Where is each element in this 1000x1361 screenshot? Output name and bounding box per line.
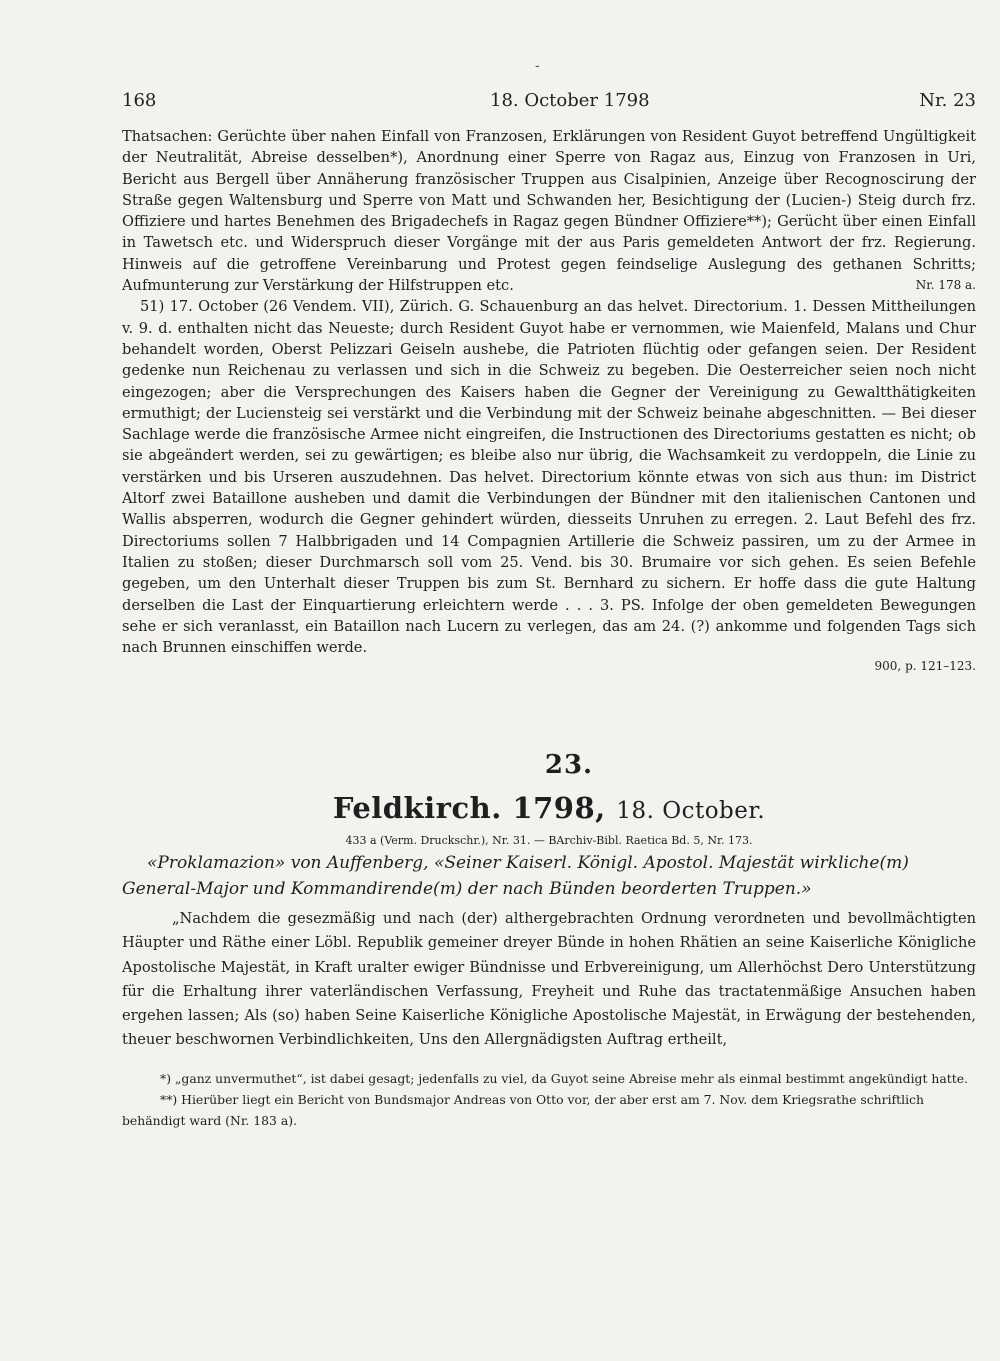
section-source: 433 a (Verm. Druckschr.), Nr. 31. — BArchiv-Bibl. Raetica Bd. 5, Nr. 173. xyxy=(345,834,753,847)
reference-1: Nr. 178 a. xyxy=(915,278,976,293)
top-mark: - xyxy=(535,58,540,74)
section-place: Feldkirch. xyxy=(332,791,502,825)
section-year: 1798, xyxy=(512,791,606,825)
body-paragraph-2 xyxy=(122,296,976,658)
body-text xyxy=(122,126,976,676)
body-paragraph-2-text: 51) 17. October (26 Vendem. VII), Zürich. G. Schauenburg an das helvet. Directorium. 1. Dessen Mittheilungen v. 9. d. enthalten nicht das Neueste; durch Resident Guyot habe er vernommen, wie Maienfeld, Malans und Chur behandelt worden, Oberst Pelizzari Geiseln aushebe, die Patrioten flüchtig oder gefangen seien. Der Resident gedenke nun Reichenau zu verlassen und sich in die Schweiz zu begeben. Die Oesterreicher seien noch nicht eingezogen; aber die Versprechungen des Kaisers haben die Gegner der Vereinigung zu Gewaltthätigkeiten ermuthigt; der Luciensteig sei verstärkt und die Verbindung mit der Schweiz beinahe abgeschnitten. — Bei dieser Sachlage werde die französische Armee nicht eingreifen, die Instructionen des Directoriums gestatten es nicht; ob sie abgeändert werden, sei zu gewärtigen; es bleibe also nur übrig, die Wachsamkeit zu verdoppeln, die Linie zu verstärken und bis Urseren auszudehnen. Das helvet. Directorium könnte etwas von sich aus thun: im District Altorf zwei Bataillone ausheben und damit die Verbindungen der Bündner mit den italienischen Cantonen und Wallis absperren, wodurch die Gegner gehindert würden, diesseits Unruhen zu erregen. 2. Laut Befehl des frz. Directoriums sollen 7 Halbbrigaden und 14 Compagnien Artillerie die Schweiz passiren, um zu der Armee in Italien zu stoßen; dieser Durchmarsch soll vom 25. Vend. bis 30. Brumaire vor sich gehen. Es seien Befehle gegeben, um den Unterhalt dieser Truppen bis zum St. Bernhard zu sichern. Er hoffe dass die gute Haltung derselben die Last der Einquartierung erleichtern werde . . . 3. PS. Infolge der oben gemeldeten Bewegungen sehe er sich veranlasst, ein Bataillon nach Lucern zu verlegen, das am 24. (?) ankomme und folgenden Tags sich nach Brunnen einschiffen werde. xyxy=(122,298,976,657)
section-date: 18. October. xyxy=(616,798,766,824)
main-quote: „Nachdem die gesezmäßig und nach (der) althergebrachten Ordnung verordneten und bevollmächtigten Häupter und Räthe einer Löbl. Republik gemeiner dreyer Bünde in hohen Rhätien an seine Kaiserliche Königliche Apostolische Majestät, in Kraft uralter ewiger Bündnisse und Erbvereinigung, um Allerhöchst Dero Unterstützung für die Erhaltung ihrer vaterländischen Verfassung, Freyheit und Ruhe das tractatenmäßige Ansuchen haben ergehen lassen; Als (so) haben Seine Kaiserliche Königliche Apostolische Majestät, in Erwägung der bestehenden, theuer beschwornen Verbindlichkeiten, Uns den Allergnädigsten Auftrag ertheilt, xyxy=(122,910,976,1049)
running-header xyxy=(122,90,976,114)
section-heading xyxy=(122,791,976,828)
section-number: 23. xyxy=(544,750,594,780)
footnote-1: *) „ganz unvermuthet“, ist dabei gesagt; jedenfalls zu viel, da Guyot seine Abreise mehr als einmal bestimmt angekündigt hatte. xyxy=(160,1071,968,1086)
body-paragraph-1-text: Thatsachen: Gerüchte über nahen Einfall von Franzosen, Erklärungen von Resident Guyot betreffend Ungültigkeit der Neutralität, Abreise desselben*), Anordnung einer Sperre von Ragaz aus, Einzug von Franzosen in Uri, Bericht aus Bergell über Annäherung französischer Truppen aus Cisalpinien, Anzeige über Recognoscirung der Straße gegen Waltensburg und Sperre von Matt und Schwanden her, Besichtigung der (Lucien-) Steig durch frz. Offiziere und hartes Benehmen des Brigadechefs in Ragaz gegen Bündner Offiziere**); Gerücht über einen Einfall in Tawetsch etc. und Widerspruch dieser Vorgänge mit der aus Paris gemeldeten Antwort der frz. Regierung. Hinweis auf die getroffene Vereinbarung und Protest gegen feindselige Auslegung des gethanen Schritts; Aufmunterung zur Verstärkung der Hilfstruppen etc. xyxy=(122,128,976,295)
section-header xyxy=(122,750,976,850)
proclamation-title: «Proklamazion» von Auffenberg, «Seiner Kaiserl. Königl. Apostol. Majestät wirkliche(m) General-Major und Kommandirende(m) der nach Bünden beorderten Truppen.» xyxy=(122,853,909,899)
body-paragraph-1 xyxy=(122,126,976,296)
running-document-number: Nr. 23 xyxy=(919,90,976,111)
footnotes xyxy=(122,1068,976,1131)
page-number: 168 xyxy=(122,90,157,111)
reference-2: 900, p. 121–123. xyxy=(874,659,976,674)
footnote-2: **) Hierüber liegt ein Bericht von Bundsmajor Andreas von Otto vor, der aber erst am 7. Nov. dem Kriegsrathe schriftlich behändigt ward (Nr. 183 a). xyxy=(122,1092,924,1128)
running-date: 18. October 1798 xyxy=(490,90,650,111)
